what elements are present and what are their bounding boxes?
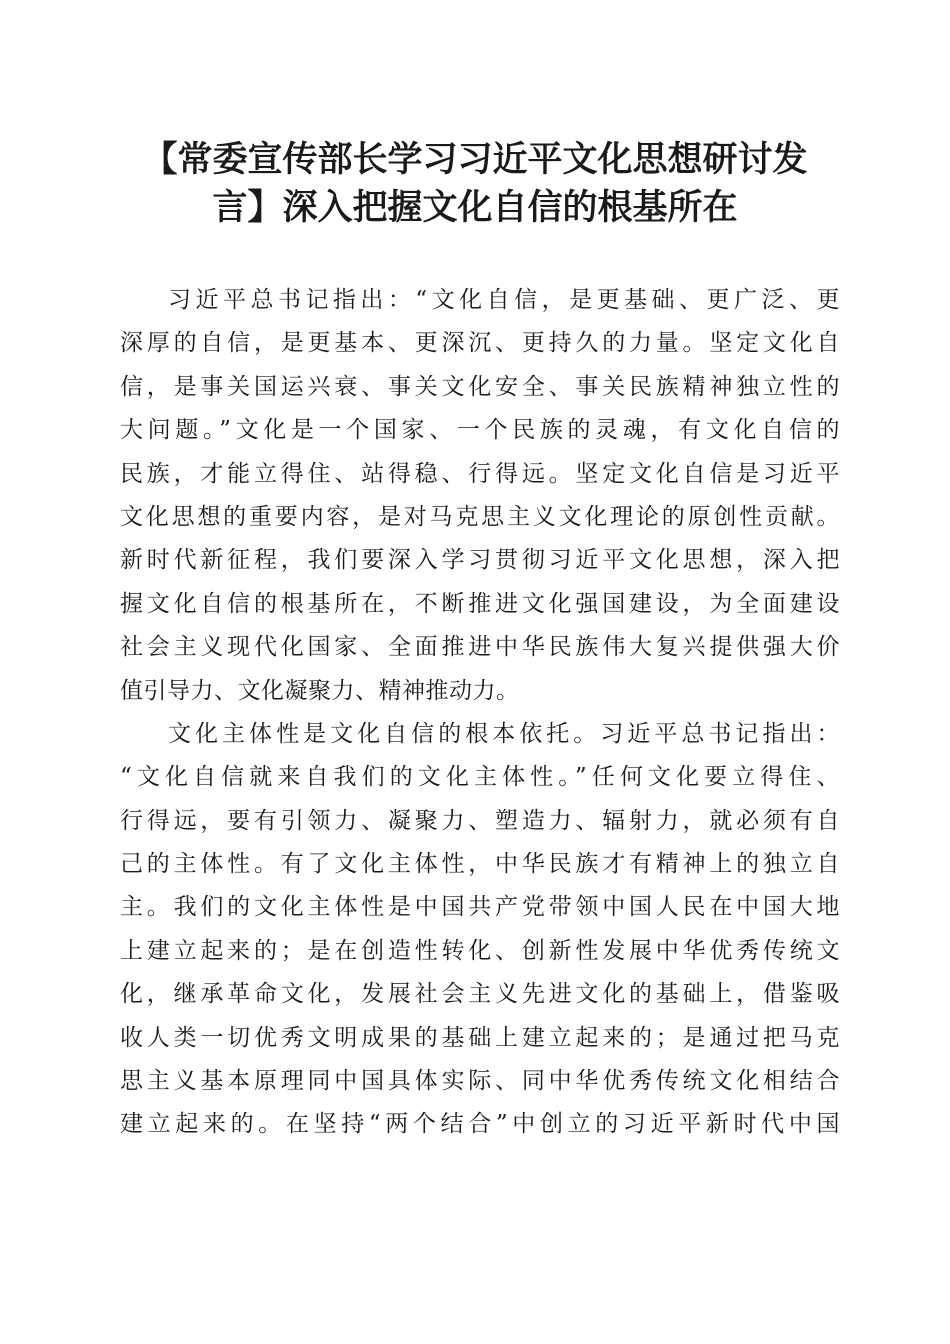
text-line: 行得远，要有引领力、凝聚力、塑造力、辐射力，就必须有自 xyxy=(120,807,840,834)
text-line: 值引导力、文化凝聚力、精神推动力。 xyxy=(120,677,520,704)
text-line: 文化思想的重要内容，是对马克思主义文化理论的原创性贡献。 xyxy=(120,503,840,530)
paragraph-1 xyxy=(120,279,840,713)
text-line: 己的主体性。有了文化主体性，中华民族才有精神上的独立自 xyxy=(120,851,840,878)
title-line: 言】深入把握文化自信的根基所在 xyxy=(212,188,738,228)
text-line: 深厚的自信，是更基本、更深沉、更持久的力量。坚定文化自 xyxy=(120,330,840,357)
text-line: 化，继承革命文化，发展社会主义先进文化的基础上，借鉴吸 xyxy=(120,981,840,1008)
document-title xyxy=(110,136,840,232)
document-body xyxy=(120,279,840,1147)
text-line: 主。我们的文化主体性是中国共产党带领中国人民在中国大地 xyxy=(120,894,840,921)
text-line: 收人类一切优秀文明成果的基础上建立起来的；是通过把马克 xyxy=(120,1024,840,1051)
text-line: 文化主体性是文化自信的根本依托。习近平总书记指出： xyxy=(168,720,840,747)
text-line: “文化自信就来自我们的文化主体性。”任何文化要立得住、 xyxy=(120,764,840,791)
text-line: 社会主义现代化国家、全面推进中华民族伟大复兴提供强大价 xyxy=(120,634,840,661)
text-line: 习近平总书记指出：“文化自信，是更基础、更广泛、更 xyxy=(168,287,840,313)
text-line: 思主义基本原理同中国具体实际、同中华优秀传统文化相结合 xyxy=(120,1068,840,1095)
title-line: 【常委宣传部长学习习近平文化思想研讨发 xyxy=(142,140,808,180)
text-line: 信，是事关国运兴衰、事关文化安全、事关民族精神独立性的 xyxy=(120,373,840,400)
text-line: 建立起来的。在坚持“两个结合”中创立的习近平新时代中国 xyxy=(120,1111,840,1138)
text-line: 新时代新征程，我们要深入学习贯彻习近平文化思想，深入把 xyxy=(120,547,840,574)
text-line: 握文化自信的根基所在，不断推进文化强国建设，为全面建设 xyxy=(120,590,840,617)
text-line: 上建立起来的；是在创造性转化、创新性发展中华优秀传统文 xyxy=(120,937,840,964)
paragraph-2 xyxy=(120,713,840,1147)
text-line: 民族，才能立得住、站得稳、行得远。坚定文化自信是习近平 xyxy=(120,460,840,487)
text-line: 大问题。”文化是一个国家、一个民族的灵魂，有文化自信的 xyxy=(120,417,840,444)
